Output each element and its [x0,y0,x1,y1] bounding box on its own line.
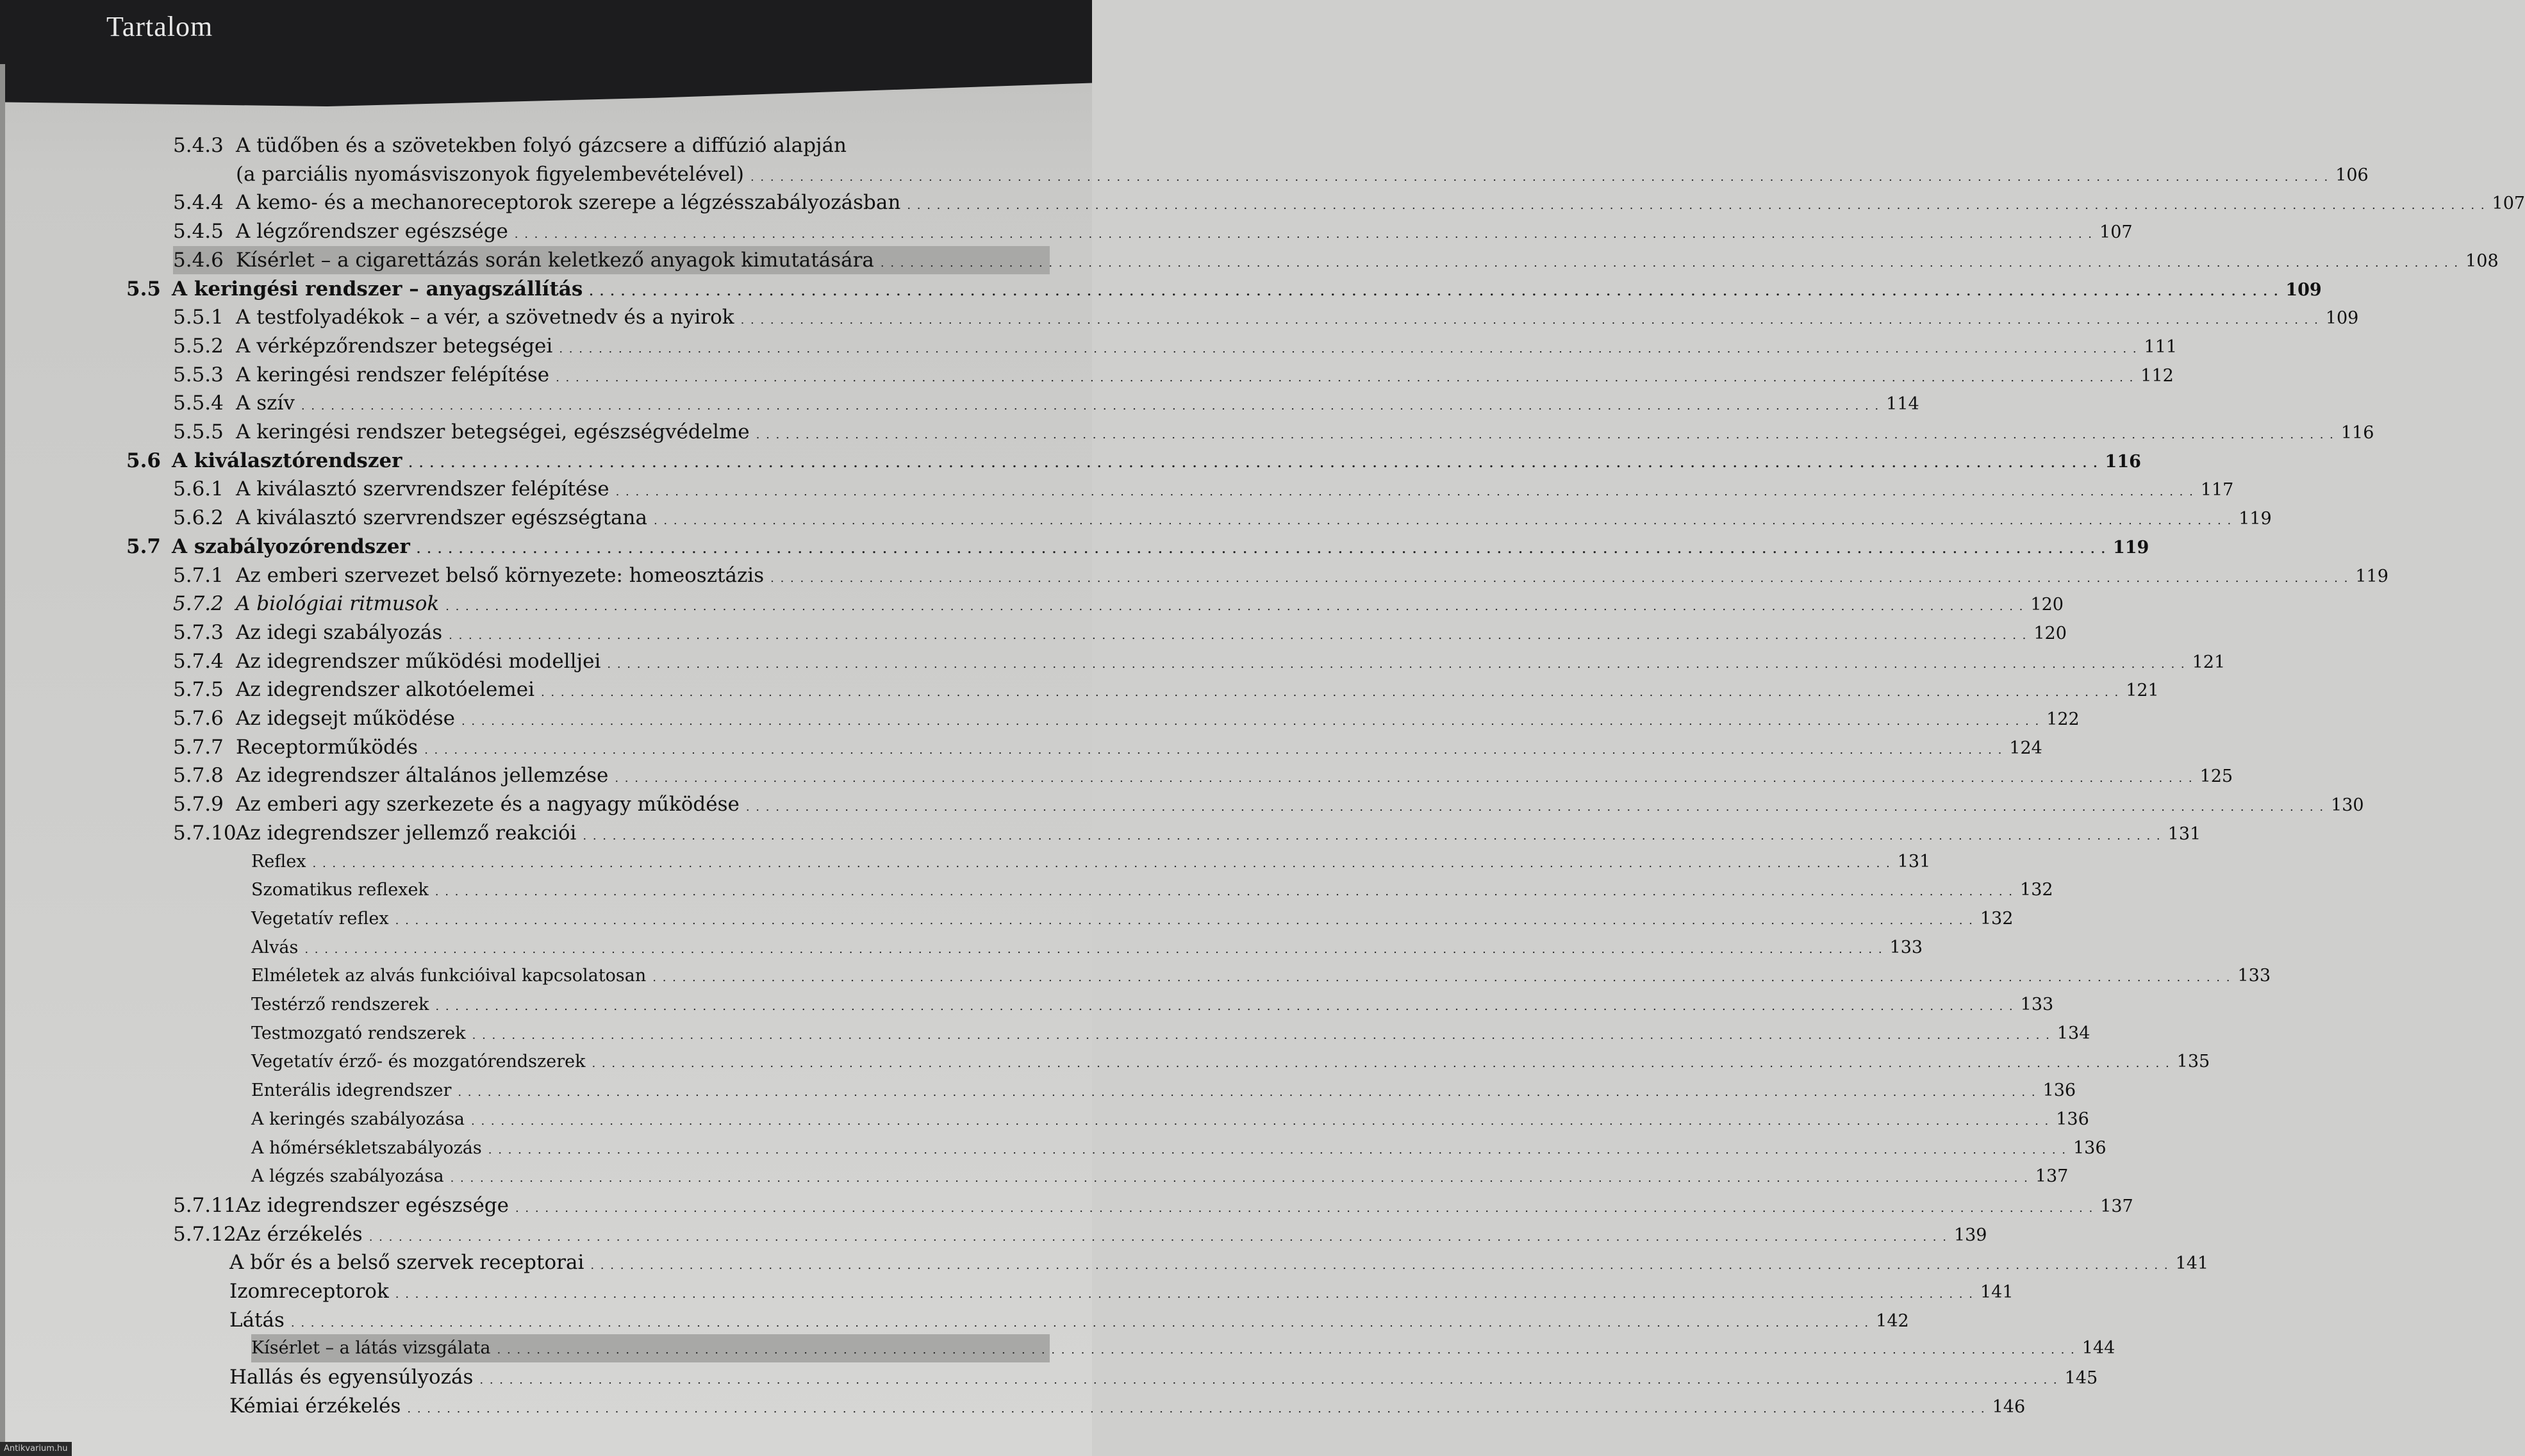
toc-title: Az idegrendszer alkotóelemei [236,678,534,702]
toc-leader-dots: . . . . . . . . . . . . . . . . . . . . . . . . . . . . . . . . . . . . . . . . . . . . . . . . . . . . . . . . . . . . . . . . . . . . . . . . . . . . . . . . . . . . . . . . . . . . . . . . . . . . . . . . . . . . . . . . . . . . . . . . . . . . . . . . . . . . . . . . . . . . . . . . . . . . . . . . . . . . . . . . [615,485,2194,499]
toc-section-number: 5.4.3 [173,134,224,157]
toc-section-number: 5.7.1 [173,563,224,587]
toc-leader-dots: . . . . . . . . . . . . . . . . . . . . . . . . . . . . . . . . . . . . . . . . . . . . . . . . . . . . . . . . . . . . . . . . . . . . . . . . . . . . . . . . . . . . . . . . . . . . . . . . . . . . . . . . . . . . . . . . . . . . . . . . . . . . . . . . . . . . . . . . . . . . . . . . . . . . . . . . . . . . . . . . [653,514,2233,528]
toc-entry [173,188,2525,217]
toc-leader-dots: . . . . . . . . . . . . . . . . . . . . . . . . . . . . . . . . . . . . . . . . . . . . . . . . . . . . . . . . . . . . . . . . . . . . . . . . . . . . . . . . . . . . . . . . . . . . . . . . . . . . . . . . . . . . . . . . . . . . . . . . . . . . . . . . . . . . . . . . . . . . . . . . . . . . . . . . . . . . . . . . [479,1373,2058,1387]
toc-section-number: 5.5.4 [173,392,224,415]
toc-title: A testfolyadékok – a vér, a szövetnedv és a nyirok [236,306,734,329]
toc-entry-highlighted [251,1334,2115,1362]
toc-leader-dots: . . . . . . . . . . . . . . . . . . . . . . . . . . . . . . . . . . . . . . . . . . . . . . . . . . . . . . . . . . . . . . . . . . . . . . . . . . . . . . . . . . . . . . . . . . . . . . . . . . . . . . . . . . . . . . . . . . . . . . . . . . . . . . . . . . . . . . . . . . . . . . . . . . . . . . . . . . . . . . . . [461,715,2041,728]
toc-section-number: 5.7.8 [173,764,224,788]
toc-page-number: 119 [2355,566,2388,586]
toc-section-number: 5.5.5 [173,420,224,443]
toc-section-number: 5.4.6 [173,248,224,272]
toc-section-number: 5.6.2 [173,506,224,530]
toc-title: Hallás és egyensúlyozás [229,1366,474,1389]
toc-page-number: 144 [2082,1338,2115,1359]
toc-title: Vegetatív reflex [251,908,389,929]
toc-title: A kiválasztórendszer [172,449,402,472]
toc-section-number: 5.7.2 [173,592,224,616]
toc-leader-dots: . . . . . . . . . . . . . . . . . . . . . . . . . . . . . . . . . . . . . . . . . . . . . . . . . . . . . . . . . . . . . . . . . . . . . . . . . . . . . . . . . . . . . . . . . . . . . . . . . . . . . . . . . . . . . . . . . . . . . . . . . . . . . . . . . . . . . . . . . . . . . . . . . . . . . . . . . . . . . . . . [559,342,2138,356]
toc-leader-dots: . . . . . . . . . . . . . . . . . . . . . . . . . . . . . . . . . . . . . . . . . . . . . . . . . . . . . . . . . . . . . . . . . . . . . . . . . . . . . . . . . . . . . . . . . . . . . . . . . . . . . . . . . . . . . . . . . . . . . . . . . . . . . . . . . . . . . . . . . . . . . . . . . . . . . . . . . . . . . . . . [435,1000,2014,1013]
toc-entry [173,504,2272,532]
toc-entry [251,962,2271,990]
toc-title: A kiválasztó szervrendszer felépítése [236,477,609,501]
toc-page-number: 124 [2009,738,2042,758]
toc-leader-dots: . . . . . . . . . . . . . . . . . . . . . . . . . . . . . . . . . . . . . . . . . . . . . . . . . . . . . . . . . . . . . . . . . . . . . . . . . . . . . . . . . . . . . . . . . . . . . . . . . . . . . . . . . . . . . . . . . . . . . . . . . . . . . . . . . . . . . . . . . . . . . . . . . . . . . . . . . . . . . . . . [395,1287,1974,1301]
toc-section-number: 5.5.2 [173,334,224,358]
toc-leader-dots: . . . . . . . . . . . . . . . . . . . . . . . . . . . . . . . . . . . . . . . . . . . . . . . . . . . . . . . . . . . . . . . . . . . . . . . . . . . . . . . . . . . . . . . . . . . . . . . . . . . . . . . . . . . . . . . . . . . . . . . . . . . . . . . . . . . . . . . . . . . . . . . . . . . . . . . . . . . . . . . . [745,800,2325,815]
toc-title: A légzőrendszer egészsége [236,220,508,244]
toc-title: Elméletek az alvás funkcióival kapcsolatosan [251,966,647,986]
toc-title: (a parciális nyomásviszonyok figyelembevételével) [236,162,744,186]
toc-section-number: 5.7.3 [173,620,224,644]
watermark: Antikvarium.hu [0,1442,72,1456]
toc-page-number: 125 [2199,766,2233,787]
toc-entry [251,1048,2210,1076]
toc-entry [229,1363,2098,1391]
toc-entry [236,160,2369,188]
toc-page-number: 109 [2285,279,2322,300]
toc-leader-dots: . . . . . . . . . . . . . . . . . . . . . . . . . . . . . . . . . . . . . . . . . . . . . . . . . . . . . . . . . . . . . . . . . . . . . . . . . . . . . . . . . . . . . . . . . . . . . . . . . . . . . . . . . . . . . . . . . . . . . . . . . . . . . . . . . . . . . . . . . . . . . . . . . . . . . . . . . . . . . . . . [607,657,2186,671]
toc-page-number: 114 [1886,394,1919,415]
toc-section-number: 5.7.9 [173,793,224,816]
toc-entry [173,217,2133,245]
toc-entry [173,303,2359,331]
toc-entry [173,389,1919,417]
toc-title: A kiválasztó szervrendszer egészségtana [236,506,647,530]
toc-entry [173,131,1050,160]
toc-entry [251,1162,2069,1191]
toc-section-number: 5.7 [126,534,161,558]
toc-page-number: 111 [2144,336,2178,357]
toc-page-number: 133 [2237,966,2271,986]
toc-page-number: 119 [2239,509,2272,529]
toc-entry [173,647,2226,675]
toc-leader-dots: . . . . . . . . . . . . . . . . . . . . . . . . . . . . . . . . . . . . . . . . . . . . . . . . . . . . . . . . . . . . . . . . . . . . . . . . . . . . . . . . . . . . . . . . . . . . . . . . . . . . . . . . . . . . . . . . . . . . . . . . . . . . . . . . . . . . . . . . . . . . . . . . . . . . . . . . . . . . . . . . [290,1316,1870,1330]
toc-title: Kísérlet – a cigarettázás során keletkező anyagok kimutatására [236,248,874,272]
toc-title: Az idegrendszer egészsége [236,1193,509,1217]
toc-section-number: 5.5.3 [173,363,224,386]
toc-entry [229,1306,1909,1334]
toc-entry [251,934,1923,962]
toc-page-number: 132 [2020,880,2053,900]
toc-entry [173,733,2042,761]
toc-page-number: 116 [2340,423,2374,443]
toc-page-number: 133 [2020,995,2054,1014]
toc-title: A szabályozórendszer [172,534,410,558]
toc-entry [173,1191,2133,1220]
toc-entry [251,1020,2090,1048]
toc-page-number: 142 [1876,1311,1909,1331]
toc-leader-dots: . . . . . . . . . . . . . . . . . . . . . . . . . . . . . . . . . . . . . . . . . . . . . . . . . . . . . . . . . . . . . . . . . . . . . . . . . . . . . . . . . . . . . . . . . . . . . . . . . . . . . . . . . . . . . . . . . . . . . . . . . . . . . . . . . . . . . . . . . . . . . . . . . . . . . . . . . . . . . . . . [368,1230,1948,1244]
toc-entry [229,1392,2026,1420]
toc-leader-dots: . . . . . . . . . . . . . . . . . . . . . . . . . . . . . . . . . . . . . . . . . . . . . . . . . . . . . . . . . . . . . . . . . . . . . . . . . . . . . . . . . . . . . . . . . . . . . . . . . . . . . . . . . . . . . . . . . . . . . . . . . . . . . . . . . . . . . . . . . . . . . . . . . . . . . . . . . . . . . . . . [497,1343,2076,1357]
toc-page-number: 122 [2046,709,2080,729]
toc-leader-dots: . . . . . . . . . . . . . . . . . . . . . . . . . . . . . . . . . . . . . . . . . . . . . . . . . . . . . . . . . . . . . . . . . . . . . . . . . . . . . . . . . . . . . . . . . . . . . . . . . . . . . . . . . . . . . . . . . . . . . . . . . . . . . . . . . . . . . . . . . . . . . . . . . . . . . . . . . . . . . . . . [435,885,2014,899]
toc-entry [126,447,2141,475]
toc-section-number: 5.5 [126,277,161,301]
toc-entry [251,848,1931,876]
toc-entry [173,590,2064,618]
toc-title: Enterális idegrendszer [251,1080,452,1101]
toc-entry [173,332,2178,360]
toc-title: Vegetatív érző- és mozgatórendszerek [251,1052,586,1072]
page-title: Tartalom [106,11,213,42]
toc-entry [173,704,2080,732]
toc-title: Izomreceptorok [229,1280,389,1303]
toc-title: A vérképzőrendszer betegségei [236,334,553,358]
toc-entry [173,561,2388,590]
toc-leader-dots: . . . . . . . . . . . . . . . . . . . . . . . . . . . . . . . . . . . . . . . . . . . . . . . . . . . . . . . . . . . . . . . . . . . . . . . . . . . . . . . . . . . . . . . . . . . . . . . . . . . . . . . . . . . . . . . . . . . . . . . . . . . . . . . . . . . . . . . . . . . . . . . . . . . . . . . . . . . . . . . . [424,743,2003,757]
toc-leader-dots: . . . . . . . . . . . . . . . . . . . . . . . . . . . . . . . . . . . . . . . . . . . . . . . . . . . . . . . . . . . . . . . . . . . . . . . . . . . . . . . . . . . . . . . . . . . . . . . . . . . . . . . . . . . . . . . . . . . . . . . . . . . . . . . . . . . . . . . . . . . . . . . . . . . . . . . . . . . . . . . . [590,1259,2169,1273]
toc-page-number: 119 [2112,537,2149,558]
toc-leader-dots: . . . . . . . . . . . . . . . . . . . . . . . . . . . . . . . . . . . . . . . . . . . . . . . . . . . . . . . . . . . . . . . . . . . . . . . . . . . . . . . . . . . . . . . . . . . . . . . . . . . . . . . . . . . . . . . . . . . . . . . . . . . . . . . . . . . . . . . . . . . . . . . . . . . . . . . . . . . . . . . . [756,428,2335,442]
toc-entry [173,475,2234,503]
toc-title: Az emberi szervezet belső környezete: homeosztázis [236,563,765,587]
toc-leader-dots: . . . . . . . . . . . . . . . . . . . . . . . . . . . . . . . . . . . . . . . . . . . . . . . . . . . . . . . . . . . . . . . . . . . . . . . . . . . . . . . . . . . . . . . . . . . . . . . . . . . . . . . . . . . . . . . . . . . . . . . . . . . . . . . . . . . . . . . . . . . . . . . . . . . . . . . . . . . . . . . . [416,542,2107,556]
toc-title: Az érzékelés [236,1222,363,1246]
toc-title: A keringési rendszer – anyagszállítás [172,277,583,301]
toc-title: A tüdőben és a szövetekben folyó gázcsere a diffúzió alapján [236,134,847,157]
toc-page-number: 136 [2056,1109,2089,1129]
toc-title: A bőr és a belső szervek receptorai [229,1251,584,1275]
toc-section-number: 5.6 [126,449,161,472]
toc-entry [173,761,2233,790]
toc-title: Látás [229,1308,285,1332]
toc-leader-dots: . . . . . . . . . . . . . . . . . . . . . . . . . . . . . . . . . . . . . . . . . . . . . . . . . . . . . . . . . . . . . . . . . . . . . . . . . . . . . . . . . . . . . . . . . . . . . . . . . . . . . . . . . . . . . . . . . . . . . . . . . . . . . . . . . . . . . . . . . . . . . . . . . . . . . . . . . . . . . . . . [472,1028,2051,1042]
toc-section-number: 5.5.1 [173,306,224,329]
toc-title: A keringési rendszer felépítése [236,363,550,386]
toc-page-number: 141 [2175,1253,2209,1274]
toc-entry [173,361,2174,389]
toc-title: A kemo- és a mechanoreceptorok szerepe a légzésszabályozásban [236,191,901,215]
toc-leader-dots: . . . . . . . . . . . . . . . . . . . . . . . . . . . . . . . . . . . . . . . . . . . . . . . . . . . . . . . . . . . . . . . . . . . . . . . . . . . . . . . . . . . . . . . . . . . . . . . . . . . . . . . . . . . . . . . . . . . . . . . . . . . . . . . . . . . . . . . . . . . . . . . . . . . . . . . . . . . . . . . . [740,313,2319,327]
toc-page-number: 121 [2126,681,2159,701]
toc-leader-dots: . . . . . . . . . . . . . . . . . . . . . . . . . . . . . . . . . . . . . . . . . . . . . . . . . . . . . . . . . . . . . . . . . . . . . . . . . . . . . . . . . . . . . . . . . . . . . . . . . . . . . . . . . . . . . . . . . . . . . . . . . . . . . . . . . . . . . . . . . . . . . . . . . . . . . . . . . . . . . . . . [583,829,2162,843]
toc-page-number: 120 [2033,623,2067,643]
toc-title: Receptorműködés [236,735,418,759]
toc-entry [251,1105,2089,1134]
toc-section-number: 5.4.4 [173,191,224,215]
toc-entry [251,991,2054,1019]
toc-page-number: 107 [2099,222,2133,243]
toc-page-number: 132 [1980,908,2014,929]
toc-page-number: 130 [2331,795,2364,816]
toc-page-number: 135 [2176,1052,2210,1072]
toc-page-number: 131 [2167,823,2201,844]
toc-title: Az idegrendszer általános jellemzése [236,764,609,788]
toc-leader-dots: . . . . . . . . . . . . . . . . . . . . . . . . . . . . . . . . . . . . . . . . . . . . . . . . . . . . . . . . . . . . . . . . . . . . . . . . . . . . . . . . . . . . . . . . . . . . . . . . . . . . . . . . . . . . . . . . . . . . . . . . . . . . . . . . . . . . . . . . . . . . . . . . . . . . . . . . . . . . . . . . [312,856,1891,870]
toc-title: A keringési rendszer betegségei, egészségvédelme [236,420,750,443]
toc-leader-dots: . . . . . . . . . . . . . . . . . . . . . . . . . . . . . . . . . . . . . . . . . . . . . . . . . . . . . . . . . . . . . . . . . . . . . . . . . . . . . . . . . . . . . . . . . . . . . . . . . . . . . . . . . . . . . . . . . . . . . . . . . . . . . . . . . . . . . . . . . . . . . . . . . . . . . . . . . . . . . . . . [652,971,2231,985]
toc-title: Az idegrendszer jellemző reakciói [236,821,577,845]
toc-leader-dots: . . . . . . . . . . . . . . . . . . . . . . . . . . . . . . . . . . . . . . . . . . . . . . . . . . . . . . . . . . . . . . . . . . . . . . . . . . . . . . . . . . . . . . . . . . . . . . . . . . . . . . . . . . . . . . . . . . . . . . . . . . . . . . . . . . . . . . . . . . . . . . . . . . . . . . . . . . . . . . . . [556,370,2135,385]
toc-entry [251,1077,2076,1105]
toc-entry [173,790,2364,818]
toc-leader-dots: . . . . . . . . . . . . . . . . . . . . . . . . . . . . . . . . . . . . . . . . . . . . . . . . . . . . . . . . . . . . . . . . . . . . . . . . . . . . . . . . . . . . . . . . . . . . . . . . . . . . . . . . . . . . . . . . . . . . . . . . . . . . . . . . . . . . . . . . . . . . . . . . . . . . . . . . . . . . . . . . [488,1143,2067,1157]
toc-section-number: 5.7.12 [173,1222,236,1246]
toc-page-number: 136 [2042,1080,2076,1101]
toc-page-number: 131 [1897,851,1931,872]
toc-entry [126,533,2149,561]
toc-entry [229,1277,2014,1305]
toc-title: Kísérlet – a látás vizsgálata [251,1338,491,1359]
toc-entry [229,1248,2209,1277]
toc-section-number: 5.4.5 [173,220,224,244]
toc-entry [126,275,2322,303]
toc-title: Alvás [251,937,299,957]
toc-leader-dots: . . . . . . . . . . . . . . . . . . . . . . . . . . . . . . . . . . . . . . . . . . . . . . . . . . . . . . . . . . . . . . . . . . . . . . . . . . . . . . . . . . . . . . . . . . . . . . . . . . . . . . . . . . . . . . . . . . . . . . . . . . . . . . . . . . . . . . . . . . . . . . . . . . . . . . . . . . . . . . . . [301,399,1880,413]
toc-leader-dots: . . . . . . . . . . . . . . . . . . . . . . . . . . . . . . . . . . . . . . . . . . . . . . . . . . . . . . . . . . . . . . . . . . . . . . . . . . . . . . . . . . . . . . . . . . . . . . . . . . . . . . . . . . . . . . . . . . . . . . . . . . . . . . . . . . . . . . . . . . . . . . . . . . . . . . . . . . . . . . . . [615,772,2194,786]
toc-leader-dots: . . . . . . . . . . . . . . . . . . . . . . . . . . . . . . . . . . . . . . . . . . . . . . . . . . . . . . . . . . . . . . . . . . . . . . . . . . . . . . . . . . . . . . . . . . . . . . . . . . . . . . . . . . . . . . . . . . . . . . . . . . . . . . . . . . . . . . . . . . . . . . . . . . . . . . . . . . . . . . . . [408,456,2099,470]
toc-leader-dots: . . . . . . . . . . . . . . . . . . . . . . . . . . . . . . . . . . . . . . . . . . . . . . . . . . . . . . . . . . . . . . . . . . . . . . . . . . . . . . . . . . . . . . . . . . . . . . . . . . . . . . . . . . . . . . . . . . . . . . . . . . . . . . . . . . . . . . . . . . . . . . . . . . . . . . . . . . . . . . . . [540,686,2120,700]
toc-entry [173,618,2067,647]
toc-section-number: 5.7.7 [173,735,224,759]
toc-entry [173,1220,1987,1248]
toc-entry-highlighted [173,246,2499,274]
toc-leader-dots: . . . . . . . . . . . . . . . . . . . . . . . . . . . . . . . . . . . . . . . . . . . . . . . . . . . . . . . . . . . . . . . . . . . . . . . . . . . . . . . . . . . . . . . . . . . . . . . . . . . . . . . . . . . . . . . . . . . . . . . . . . . . . . . . . . . . . . . . . . . . . . . . . . . . . . . . . . . . . . . . [445,600,2024,614]
toc-page-number: 141 [1980,1282,2014,1302]
toc-leader-dots: . . . . . . . . . . . . . . . . . . . . . . . . . . . . . . . . . . . . . . . . . . . . . . . . . . . . . . . . . . . . . . . . . . . . . . . . . . . . . . . . . . . . . . . . . . . . . . . . . . . . . . . . . . . . . . . . . . . . . . . . . . . . . . . . . . . . . . . . . . . . . . . . . . . . . . . . . . . . . . . . [471,1114,2050,1128]
toc-entry [251,876,2053,904]
toc-page-number: 109 [2325,308,2359,329]
toc-leader-dots: . . . . . . . . . . . . . . . . . . . . . . . . . . . . . . . . . . . . . . . . . . . . . . . . . . . . . . . . . . . . . . . . . . . . . . . . . . . . . . . . . . . . . . . . . . . . . . . . . . . . . . . . . . . . . . . . . . . . . . . . . . . . . . . . . . . . . . . . . . . . . . . . . . . . . . . . . . . . . . . . [304,942,1883,956]
toc-section-number: 5.7.11 [173,1193,236,1217]
toc-title: Testérző rendszerek [251,995,429,1014]
toc-title: A biológiai ritmusok [236,592,440,616]
toc-title: A keringés szabályozása [251,1109,465,1129]
toc-page-number: 116 [2105,451,2141,472]
toc-page-number: 112 [2140,365,2174,386]
toc-page-number: 108 [2465,251,2499,271]
toc-title: Testmozgató rendszerek [251,1023,466,1043]
toc-leader-dots: . . . . . . . . . . . . . . . . . . . . . . . . . . . . . . . . . . . . . . . . . . . . . . . . . . . . . . . . . . . . . . . . . . . . . . . . . . . . . . . . . . . . . . . . . . . . . . . . . . . . . . . . . . . . . . . . . . . . . . . . . . . . . . . . . . . . . . . . . . . . . . . . . . . . . . . . . . . . . . . . [750,170,2330,184]
toc-entry [251,1134,2107,1162]
toc-section-number: 5.6.1 [173,477,224,501]
toc-title: Az idegi szabályozás [236,620,443,644]
toc-title: Az idegrendszer működési modelljei [236,649,601,673]
toc-title: Reflex [251,851,306,872]
toc-page-number: 121 [2192,652,2226,672]
toc-leader-dots: . . . . . . . . . . . . . . . . . . . . . . . . . . . . . . . . . . . . . . . . . . . . . . . . . . . . . . . . . . . . . . . . . . . . . . . . . . . . . . . . . . . . . . . . . . . . . . . . . . . . . . . . . . . . . . . . . . . . . . . . . . . . . . . . . . . . . . . . . . . . . . . . . . . . . . . . . . . . . . . . [907,199,2486,213]
toc-page-number: 139 [1953,1225,1987,1245]
toc-page-number: 145 [2064,1368,2098,1389]
toc-leader-dots: . . . . . . . . . . . . . . . . . . . . . . . . . . . . . . . . . . . . . . . . . . . . . . . . . . . . . . . . . . . . . . . . . . . . . . . . . . . . . . . . . . . . . . . . . . . . . . . . . . . . . . . . . . . . . . . . . . . . . . . . . . . . . . . . . . . . . . . . . . . . . . . . . . . . . . . . . . . . . . . . [450,1171,2029,1186]
toc-leader-dots: . . . . . . . . . . . . . . . . . . . . . . . . . . . . . . . . . . . . . . . . . . . . . . . . . . . . . . . . . . . . . . . . . . . . . . . . . . . . . . . . . . . . . . . . . . . . . . . . . . . . . . . . . . . . . . . . . . . . . . . . . . . . . . . . . . . . . . . . . . . . . . . . . . . . . . . . . . . . . . . . [592,1057,2171,1071]
toc-title: Kémiai érzékelés [229,1394,401,1418]
page-edge-shadow [0,64,5,1456]
toc-leader-dots: . . . . . . . . . . . . . . . . . . . . . . . . . . . . . . . . . . . . . . . . . . . . . . . . . . . . . . . . . . . . . . . . . . . . . . . . . . . . . . . . . . . . . . . . . . . . . . . . . . . . . . . . . . . . . . . . . . . . . . . . . . . . . . . . . . . . . . . . . . . . . . . . . . . . . . . . . . . . . . . . [514,228,2094,242]
toc-section-number: 5.7.10 [173,821,236,845]
toc-page-number: 137 [2035,1166,2069,1187]
toc-entry [251,905,2014,933]
toc-page-number: 133 [1889,937,1923,957]
toc-leader-dots: . . . . . . . . . . . . . . . . . . . . . . . . . . . . . . . . . . . . . . . . . . . . . . . . . . . . . . . . . . . . . . . . . . . . . . . . . . . . . . . . . . . . . . . . . . . . . . . . . . . . . . . . . . . . . . . . . . . . . . . . . . . . . . . . . . . . . . . . . . . . . . . . . . . . . . . . . . . . . . . . [589,285,2280,299]
toc-page-number: 106 [2335,165,2369,185]
toc-leader-dots: . . . . . . . . . . . . . . . . . . . . . . . . . . . . . . . . . . . . . . . . . . . . . . . . . . . . . . . . . . . . . . . . . . . . . . . . . . . . . . . . . . . . . . . . . . . . . . . . . . . . . . . . . . . . . . . . . . . . . . . . . . . . . . . . . . . . . . . . . . . . . . . . . . . . . . . . . . . . . . . . [770,571,2349,585]
toc-page-number: 117 [2200,480,2234,500]
toc-section-number: 5.7.6 [173,707,224,730]
toc-page-number: 120 [2030,595,2064,615]
toc-leader-dots: . . . . . . . . . . . . . . . . . . . . . . . . . . . . . . . . . . . . . . . . . . . . . . . . . . . . . . . . . . . . . . . . . . . . . . . . . . . . . . . . . . . . . . . . . . . . . . . . . . . . . . . . . . . . . . . . . . . . . . . . . . . . . . . . . . . . . . . . . . . . . . . . . . . . . . . . . . . . . . . . [515,1201,2094,1215]
toc-title: A szív [236,392,295,415]
toc-page-number: 107 [2492,194,2525,214]
toc-leader-dots: . . . . . . . . . . . . . . . . . . . . . . . . . . . . . . . . . . . . . . . . . . . . . . . . . . . . . . . . . . . . . . . . . . . . . . . . . . . . . . . . . . . . . . . . . . . . . . . . . . . . . . . . . . . . . . . . . . . . . . . . . . . . . . . . . . . . . . . . . . . . . . . . . . . . . . . . . . . . . . . . [407,1402,1986,1416]
toc-entry [173,819,2201,847]
toc-section-number: 5.7.4 [173,649,224,673]
toc-page-number: 134 [2057,1023,2090,1043]
toc-leader-dots: . . . . . . . . . . . . . . . . . . . . . . . . . . . . . . . . . . . . . . . . . . . . . . . . . . . . . . . . . . . . . . . . . . . . . . . . . . . . . . . . . . . . . . . . . . . . . . . . . . . . . . . . . . . . . . . . . . . . . . . . . . . . . . . . . . . . . . . . . . . . . . . . . . . . . . . . . . . . . . . . [458,1086,2037,1100]
toc-page-number: 137 [2100,1196,2133,1216]
toc-entry [173,675,2159,704]
toc-page-number: 136 [2073,1138,2107,1158]
toc-leader-dots: . . . . . . . . . . . . . . . . . . . . . . . . . . . . . . . . . . . . . . . . . . . . . . . . . . . . . . . . . . . . . . . . . . . . . . . . . . . . . . . . . . . . . . . . . . . . . . . . . . . . . . . . . . . . . . . . . . . . . . . . . . . . . . . . . . . . . . . . . . . . . . . . . . . . . . . . . . . . . . . . [395,913,1974,927]
toc-leader-dots: . . . . . . . . . . . . . . . . . . . . . . . . . . . . . . . . . . . . . . . . . . . . . . . . . . . . . . . . . . . . . . . . . . . . . . . . . . . . . . . . . . . . . . . . . . . . . . . . . . . . . . . . . . . . . . . . . . . . . . . . . . . . . . . . . . . . . . . . . . . . . . . . . . . . . . . . . . . . . . . . [449,628,2028,642]
toc-title: Az emberi agy szerkezete és a nagyagy működése [236,793,740,816]
toc-section-number: 5.7.5 [173,678,224,702]
toc-title: A légzés szabályozása [251,1166,444,1187]
toc-title: Szomatikus reflexek [251,880,429,900]
toc-title: Az idegsejt működése [236,707,455,730]
toc-page-number: 146 [1992,1396,2026,1417]
toc-entry [173,418,2374,446]
toc-title: A hőmérsékletszabályozás [251,1138,482,1158]
toc-leader-dots: . . . . . . . . . . . . . . . . . . . . . . . . . . . . . . . . . . . . . . . . . . . . . . . . . . . . . . . . . . . . . . . . . . . . . . . . . . . . . . . . . . . . . . . . . . . . . . . . . . . . . . . . . . . . . . . . . . . . . . . . . . . . . . . . . . . . . . . . . . . . . . . . . . . . . . . . . . . . . . . . [880,256,2460,270]
